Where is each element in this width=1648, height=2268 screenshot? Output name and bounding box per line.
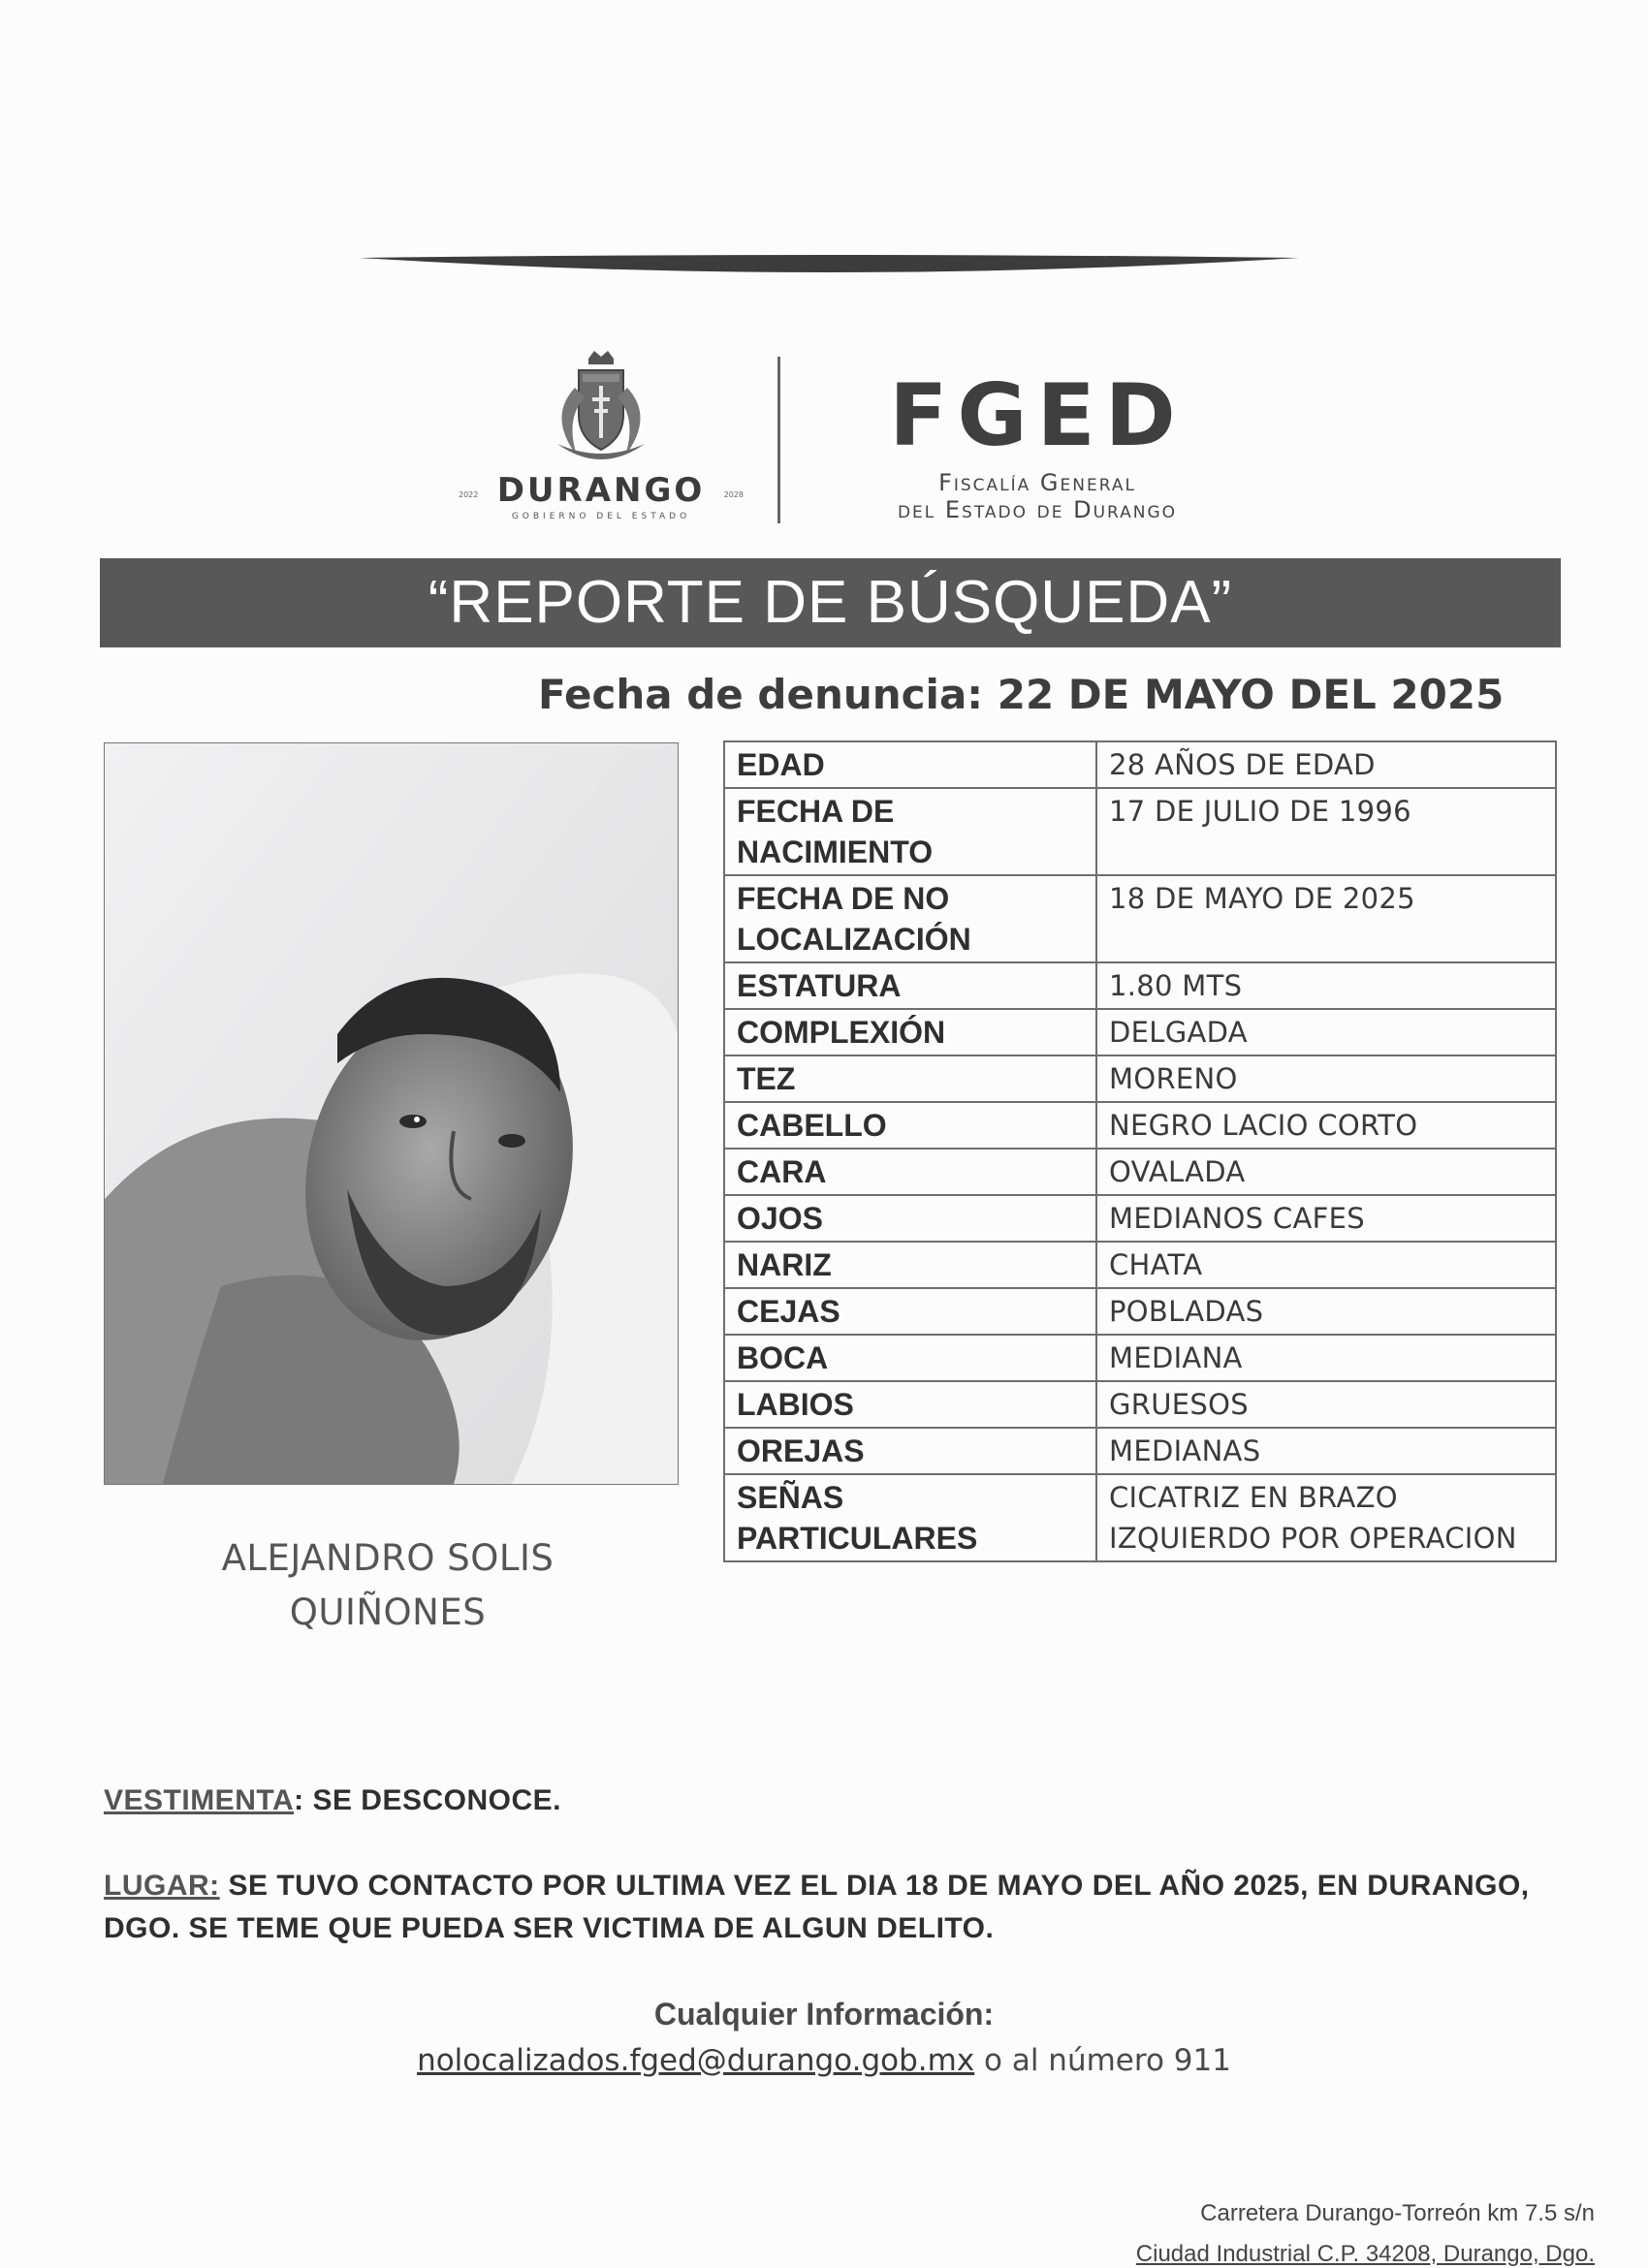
details-key: TEZ xyxy=(724,1055,1096,1102)
details-value: NEGRO LACIO CORTO xyxy=(1096,1102,1556,1149)
header-swoosh-decoration xyxy=(359,254,1299,277)
durango-wordmark: DURANGO xyxy=(496,471,706,510)
details-key: ESTATURA xyxy=(724,962,1096,1009)
clothing-info xyxy=(104,1780,561,1822)
details-row xyxy=(724,962,1556,1009)
details-value: DELGADA xyxy=(1096,1009,1556,1055)
place-info xyxy=(104,1865,1558,1950)
contact-heading: Cualquier Información: xyxy=(653,1997,995,2032)
details-key: FECHA DE NO LOCALIZACIÓN xyxy=(724,875,1096,962)
details-row xyxy=(724,1055,1556,1102)
details-key: CARA xyxy=(724,1149,1096,1195)
details-row xyxy=(724,1242,1556,1288)
details-key: SEÑAS PARTICULARES xyxy=(724,1474,1096,1561)
details-key: OJOS xyxy=(724,1195,1096,1242)
place-value: SE TUVO CONTACTO POR ULTIMA VEZ EL DIA 18 DE MAYO DEL AÑO 2025, EN DURANGO, DGO. SE TEME QUE PUEDA SER VICTIMA DE ALGUN DELITO. xyxy=(104,1870,1530,1944)
durango-year-right: 2028 xyxy=(723,490,744,499)
person-name xyxy=(155,1531,620,1640)
details-value: POBLADAS xyxy=(1096,1288,1556,1335)
details-value: CHATA xyxy=(1096,1242,1556,1288)
durango-crest-icon xyxy=(538,349,664,475)
details-key: CEJAS xyxy=(724,1288,1096,1335)
person-name-line2: QUIÑONES xyxy=(289,1591,487,1633)
contact-suffix: o al número 911 xyxy=(974,2043,1231,2078)
person-photo xyxy=(104,742,679,1485)
details-row xyxy=(724,1149,1556,1195)
durango-year-left: 2022 xyxy=(459,490,479,499)
details-value: 28 AÑOS DE EDAD xyxy=(1096,741,1556,788)
fged-acronym: FGED xyxy=(889,365,1186,465)
details-row xyxy=(724,1335,1556,1381)
details-value: MEDIANOS CAFES xyxy=(1096,1195,1556,1242)
contact-email-link[interactable]: nolocalizados.fged@durango.gob.mx xyxy=(417,2043,975,2078)
person-name-line1: ALEJANDRO SOLIS xyxy=(221,1537,555,1579)
report-title-banner: “REPORTE DE BÚSQUEDA” xyxy=(100,558,1561,647)
details-row xyxy=(724,1102,1556,1149)
report-date-label: Fecha de denuncia: xyxy=(538,671,984,718)
details-key: LABIOS xyxy=(724,1381,1096,1428)
details-key: COMPLEXIÓN xyxy=(724,1009,1096,1055)
details-row xyxy=(724,1381,1556,1428)
details-key: BOCA xyxy=(724,1335,1096,1381)
details-key: EDAD xyxy=(724,741,1096,788)
details-row xyxy=(724,741,1556,788)
details-row xyxy=(724,875,1556,962)
report-date-value: 22 DE MAYO DEL 2025 xyxy=(997,671,1505,718)
place-label: LUGAR: xyxy=(104,1870,220,1902)
report-date xyxy=(538,671,1504,718)
details-value: 17 DE JULIO DE 1996 xyxy=(1096,788,1556,875)
details-key: FECHA DE NACIMIENTO xyxy=(724,788,1096,875)
durango-state-logo xyxy=(451,349,751,533)
fged-name-line1: Fiscalía General xyxy=(938,469,1136,496)
durango-subtitle: GOBIERNO DEL ESTADO xyxy=(511,512,691,521)
fged-name-line2: del Estado de Durango xyxy=(897,495,1178,523)
header-divider xyxy=(777,357,780,523)
details-key: OREJAS xyxy=(724,1428,1096,1474)
details-value: 18 DE MAYO DE 2025 xyxy=(1096,875,1556,962)
details-row xyxy=(724,1009,1556,1055)
details-value: GRUESOS xyxy=(1096,1381,1556,1428)
clothing-value: : SE DESCONOCE. xyxy=(294,1784,561,1816)
footer-address-line2: Ciudad Industrial C.P. 34208, Durango, Dgo. xyxy=(1135,2241,1595,2267)
clothing-label: VESTIMENTA xyxy=(104,1784,295,1816)
details-value: CICATRIZ EN BRAZO IZQUIERDO POR OPERACION xyxy=(1096,1474,1556,1561)
person-photo-image xyxy=(105,743,678,1484)
details-value: MORENO xyxy=(1096,1055,1556,1102)
details-value: OVALADA xyxy=(1096,1149,1556,1195)
fged-logo xyxy=(843,365,1231,523)
details-row xyxy=(724,1195,1556,1242)
contact-info xyxy=(0,1991,1648,2084)
details-row xyxy=(724,1474,1556,1561)
details-value: MEDIANA xyxy=(1096,1335,1556,1381)
details-key: NARIZ xyxy=(724,1242,1096,1288)
details-value: MEDIANAS xyxy=(1096,1428,1556,1474)
person-details-table xyxy=(723,740,1557,1562)
details-row xyxy=(724,1288,1556,1335)
details-row xyxy=(724,1428,1556,1474)
details-row xyxy=(724,788,1556,875)
details-key: CABELLO xyxy=(724,1102,1096,1149)
footer-address-line1: Carretera Durango-Torreón km 7.5 s/n xyxy=(1200,2200,1595,2226)
details-value: 1.80 MTS xyxy=(1096,962,1556,1009)
